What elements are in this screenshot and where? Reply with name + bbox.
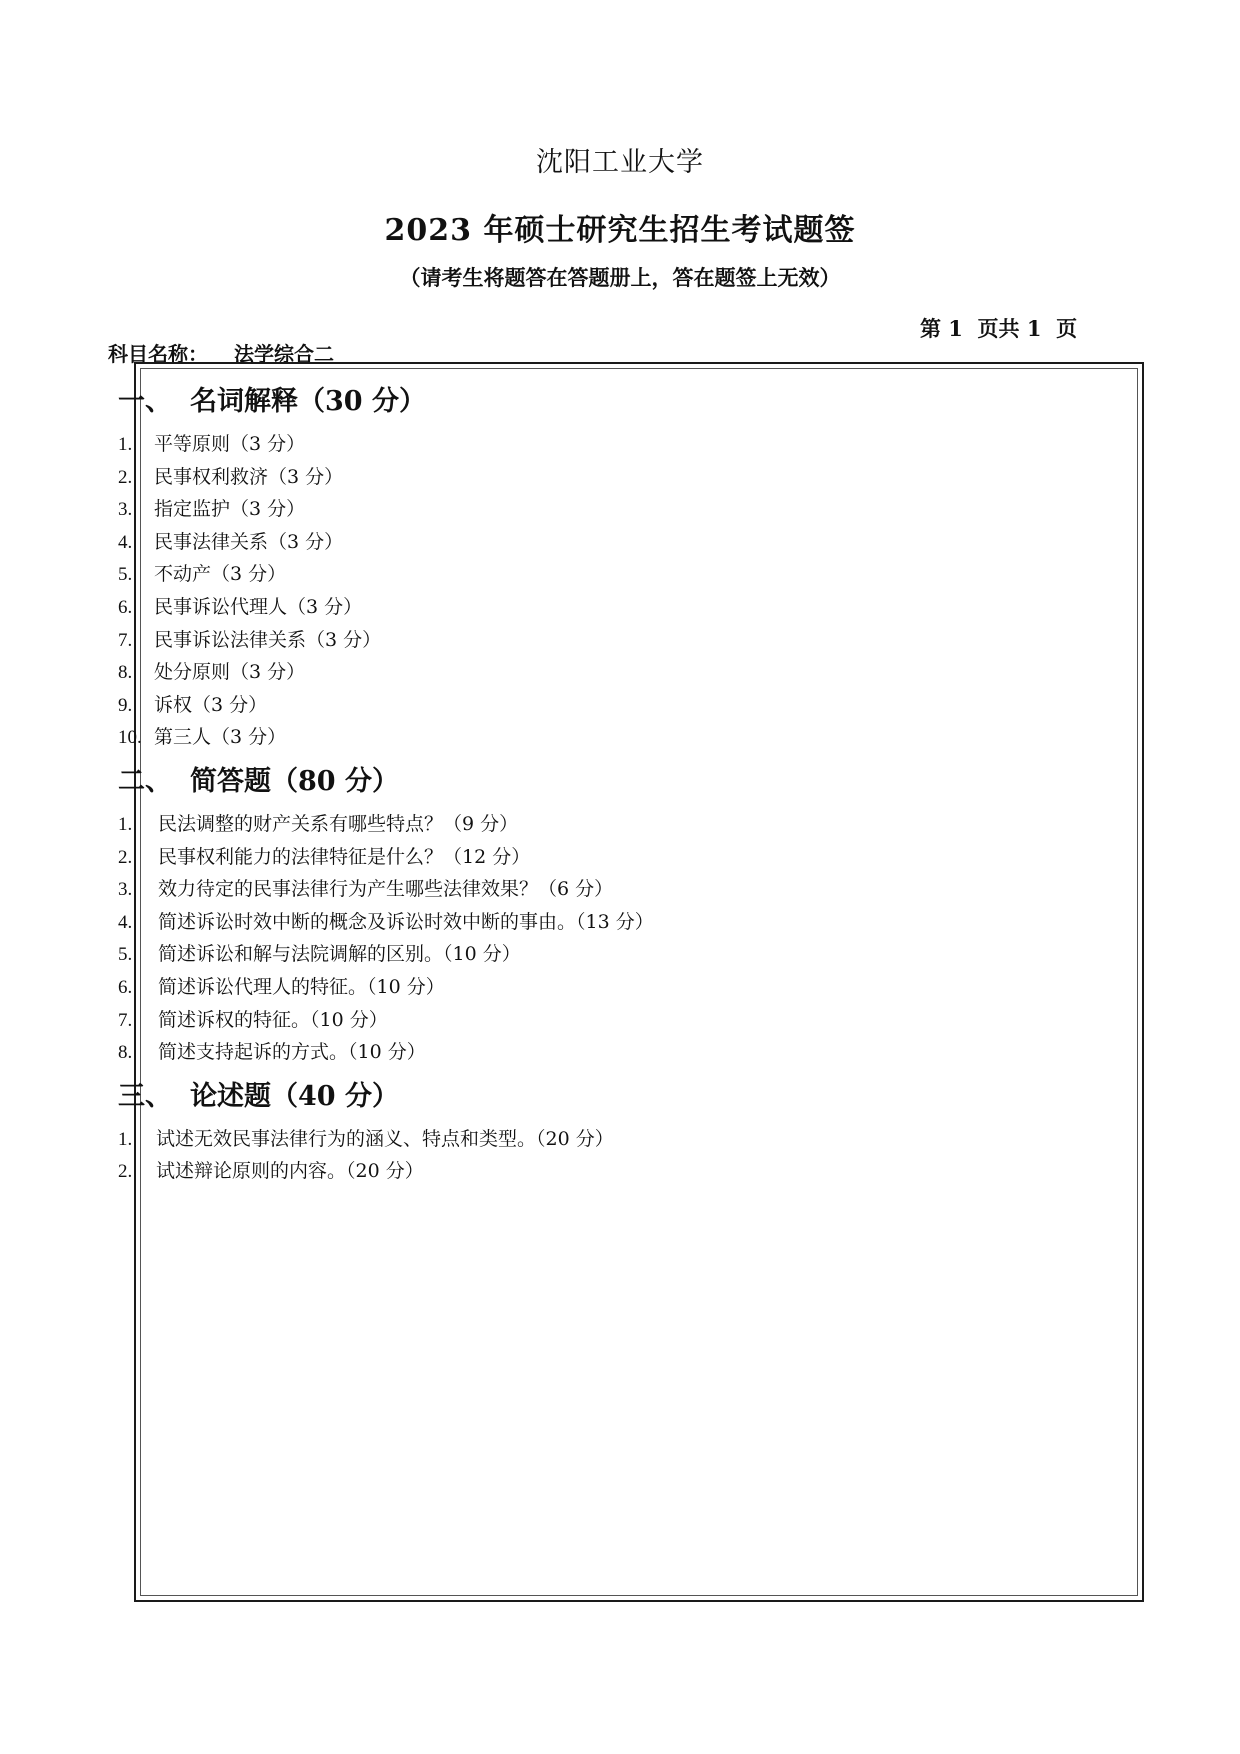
university-name: 沈阳工业大学 — [536, 147, 704, 178]
question-list — [118, 1123, 1118, 1188]
question-text: 简述诉讼时效中断的概念及诉讼时效中断的事由。（13 分） — [158, 910, 654, 933]
question-number: 8. — [118, 1042, 133, 1064]
section-number: 一、 — [118, 386, 172, 417]
section-short-answer — [118, 760, 1118, 1069]
question-text: 民事诉讼法律关系（3 分） — [154, 628, 382, 651]
question-item — [118, 689, 1118, 722]
question-number: 2. — [118, 1161, 133, 1183]
question-text: 简述支持起诉的方式。（10 分） — [158, 1041, 426, 1064]
subject-label: 科目名称： — [108, 342, 208, 366]
question-text: 指定监护（3 分） — [154, 498, 306, 521]
question-item — [118, 721, 1118, 754]
question-number: 7. — [118, 629, 133, 651]
section-title: 名词解释（30 分） — [190, 386, 426, 417]
question-text: 简述诉讼和解与法院调解的区别。（10 分） — [158, 943, 521, 966]
exam-title: 2023 年硕士研究生招生考试题签 — [384, 213, 856, 248]
section-heading — [118, 760, 1118, 804]
page-indicator: 第 1 页共 1 页 — [920, 316, 1078, 341]
question-item — [118, 841, 1118, 874]
question-item — [118, 906, 1118, 939]
question-item — [118, 558, 1118, 591]
section-number: 三、 — [118, 1080, 172, 1112]
question-number: 5. — [118, 944, 133, 966]
question-item — [118, 1004, 1118, 1037]
question-item — [118, 624, 1118, 657]
question-number: 6. — [118, 976, 133, 998]
question-item — [118, 1155, 1118, 1188]
question-item — [118, 526, 1118, 559]
question-item — [118, 591, 1118, 624]
question-text: 试述辩论原则的内容。（20 分） — [156, 1160, 424, 1183]
question-number: 1. — [118, 813, 133, 835]
question-number: 2. — [118, 466, 133, 488]
question-text: 试述无效民事法律行为的涵义、特点和类型。（20 分） — [156, 1127, 614, 1150]
question-number: 4. — [118, 531, 133, 553]
question-number: 10. — [118, 727, 142, 749]
question-text: 民事法律关系（3 分） — [154, 530, 344, 553]
question-text: 民事权利能力的法律特征是什么？（12 分） — [158, 845, 531, 868]
question-item — [118, 938, 1118, 971]
question-number: 3. — [118, 499, 133, 521]
question-item — [118, 1123, 1118, 1156]
question-number: 1. — [118, 1128, 133, 1150]
question-number: 3. — [118, 879, 133, 901]
question-number: 9. — [118, 694, 133, 716]
question-text: 简述诉权的特征。（10 分） — [158, 1008, 388, 1031]
exam-instruction-note: （请考生将题答在答题册上，答在题签上无效） — [399, 265, 841, 290]
question-text: 民法调整的财产关系有哪些特点？（9 分） — [158, 812, 519, 835]
question-text: 第三人（3 分） — [154, 726, 287, 749]
section-heading — [118, 1075, 1118, 1119]
question-item — [118, 461, 1118, 494]
section-term-explanation — [118, 380, 1118, 754]
question-number: 8. — [118, 662, 133, 684]
question-item — [118, 873, 1118, 906]
questions-content — [118, 380, 1118, 1194]
question-number: 5. — [118, 564, 133, 586]
question-text: 民事诉讼代理人（3 分） — [154, 595, 363, 618]
section-heading — [118, 380, 1118, 424]
question-text: 效力待定的民事法律行为产生哪些法律效果？（6 分） — [158, 878, 614, 901]
section-title: 简答题（80 分） — [190, 765, 399, 797]
question-text: 简述诉讼代理人的特征。（10 分） — [158, 975, 445, 998]
question-list — [118, 808, 1118, 1069]
question-number: 2. — [118, 846, 133, 868]
question-number: 4. — [118, 911, 133, 933]
question-item — [118, 971, 1118, 1004]
question-number: 7. — [118, 1009, 133, 1031]
question-item — [118, 493, 1118, 526]
question-text: 民事权利救济（3 分） — [154, 465, 344, 488]
question-item — [118, 656, 1118, 689]
question-number: 6. — [118, 596, 133, 618]
section-title: 论述题（40 分） — [190, 1080, 399, 1112]
question-item — [118, 808, 1118, 841]
subject-value: 法学综合二 — [234, 342, 334, 366]
question-text: 平等原则（3 分） — [154, 433, 306, 455]
question-list — [118, 428, 1118, 754]
question-text: 处分原则（3 分） — [154, 661, 306, 684]
section-essay — [118, 1075, 1118, 1188]
section-number: 二、 — [118, 765, 172, 797]
question-item — [118, 1036, 1118, 1069]
question-text: 诉权（3 分） — [154, 693, 268, 716]
question-number: 1. — [118, 434, 133, 455]
question-item — [118, 428, 1118, 461]
question-text: 不动产（3 分） — [154, 563, 287, 586]
